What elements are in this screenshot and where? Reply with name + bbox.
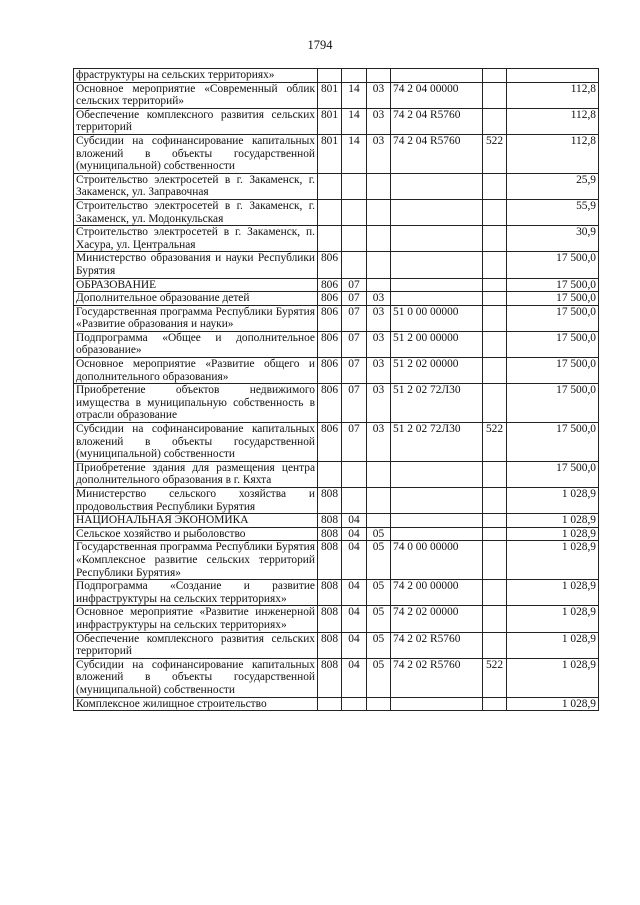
budget-table-body [74, 69, 599, 711]
table-row [74, 541, 599, 580]
row-amount: 30,9 [507, 226, 599, 252]
row-expense-type: 522 [483, 134, 507, 173]
row-subsection-code: 05 [367, 527, 391, 541]
row-section-code: 07 [342, 278, 367, 292]
row-subsection-code [367, 173, 391, 199]
row-section-code: 07 [342, 384, 367, 423]
row-name: Обеспечение комплексного развития сельских территорий [74, 108, 318, 134]
row-target-article [391, 173, 483, 199]
row-expense-type [483, 606, 507, 632]
row-target-article [391, 278, 483, 292]
row-amount: 1 028,9 [507, 658, 599, 697]
row-target-article: 74 2 04 00000 [391, 82, 483, 108]
row-name: Приобретение объектов недвижимого имущества в муниципальную собственность в отрасли образование [74, 384, 318, 423]
table-row [74, 134, 599, 173]
row-expense-type [483, 252, 507, 278]
row-target-article [391, 226, 483, 252]
row-section-code: 14 [342, 134, 367, 173]
row-subsection-code: 05 [367, 541, 391, 580]
row-target-article: 74 2 02 00000 [391, 606, 483, 632]
row-section-code: 04 [342, 527, 367, 541]
row-section-code: 14 [342, 82, 367, 108]
row-amount: 1 028,9 [507, 632, 599, 658]
table-row [74, 514, 599, 528]
row-subsection-code: 03 [367, 358, 391, 384]
row-name: Строительство электросетей в г. Закаменск, г. Закаменск, ул. Модонкульская [74, 199, 318, 225]
row-subsection-code: 05 [367, 606, 391, 632]
row-section-code [342, 226, 367, 252]
row-amount: 1 028,9 [507, 514, 599, 528]
row-ministry-code: 806 [318, 278, 342, 292]
row-expense-type [483, 580, 507, 606]
row-section-code: 07 [342, 423, 367, 462]
row-expense-type [483, 305, 507, 331]
row-name: Субсидии на софинансирование капитальных вложений в объекты государственной (муниципальной) собственности [74, 134, 318, 173]
row-target-article: 74 2 00 00000 [391, 580, 483, 606]
table-row [74, 292, 599, 306]
row-name: Министерство сельского хозяйства и продовольствия Республики Бурятия [74, 488, 318, 514]
row-name: Строительство электросетей в г. Закаменск, г. Закаменск, ул. Заправочная [74, 173, 318, 199]
row-name: Дополнительное образование детей [74, 292, 318, 306]
row-section-code: 04 [342, 658, 367, 697]
table-row [74, 173, 599, 199]
row-ministry-code [318, 697, 342, 711]
row-ministry-code: 808 [318, 541, 342, 580]
row-expense-type [483, 292, 507, 306]
row-subsection-code: 03 [367, 108, 391, 134]
row-ministry-code: 806 [318, 423, 342, 462]
row-name: Государственная программа Республики Бурятия «Развитие образования и науки» [74, 305, 318, 331]
row-section-code: 04 [342, 606, 367, 632]
table-row [74, 580, 599, 606]
table-row [74, 697, 599, 711]
row-target-article [391, 292, 483, 306]
table-row [74, 331, 599, 357]
row-ministry-code [318, 69, 342, 83]
table-row [74, 199, 599, 225]
budget-table [73, 68, 599, 711]
row-subsection-code [367, 252, 391, 278]
row-subsection-code [367, 199, 391, 225]
row-section-code [342, 252, 367, 278]
row-ministry-code [318, 173, 342, 199]
row-target-article: 51 2 02 72Л30 [391, 384, 483, 423]
row-section-code [342, 488, 367, 514]
row-ministry-code: 808 [318, 658, 342, 697]
row-section-code: 04 [342, 514, 367, 528]
row-amount: 112,8 [507, 82, 599, 108]
row-amount: 17 500,0 [507, 252, 599, 278]
row-ministry-code: 808 [318, 606, 342, 632]
table-row [74, 69, 599, 83]
row-expense-type [483, 514, 507, 528]
row-name: Сельское хозяйство и рыболовство [74, 527, 318, 541]
row-name: фраструктуры на сельских территориях» [74, 69, 318, 83]
row-expense-type [483, 461, 507, 487]
row-target-article: 74 2 02 R5760 [391, 658, 483, 697]
row-subsection-code [367, 69, 391, 83]
row-target-article: 74 2 02 R5760 [391, 632, 483, 658]
row-amount: 112,8 [507, 108, 599, 134]
row-subsection-code [367, 461, 391, 487]
row-section-code: 07 [342, 292, 367, 306]
row-target-article [391, 461, 483, 487]
row-name: Основное мероприятие «Развитие инженерной инфраструктуры на сельских территориях» [74, 606, 318, 632]
row-section-code [342, 173, 367, 199]
row-subsection-code: 03 [367, 331, 391, 357]
table-row [74, 252, 599, 278]
table-row [74, 305, 599, 331]
row-target-article: 51 0 00 00000 [391, 305, 483, 331]
table-row [74, 423, 599, 462]
row-ministry-code: 808 [318, 527, 342, 541]
row-name: Строительство электросетей в г. Закаменск, п. Хасура, ул. Центральная [74, 226, 318, 252]
row-name: Обеспечение комплексного развития сельских территорий [74, 632, 318, 658]
row-subsection-code [367, 488, 391, 514]
row-subsection-code: 03 [367, 82, 391, 108]
row-section-code [342, 199, 367, 225]
row-section-code: 04 [342, 580, 367, 606]
row-subsection-code [367, 514, 391, 528]
row-name: Комплексное жилищное строительство [74, 697, 318, 711]
row-subsection-code: 03 [367, 292, 391, 306]
table-row [74, 632, 599, 658]
row-name: Основное мероприятие «Современный облик сельских территорий» [74, 82, 318, 108]
row-name: Субсидии на софинансирование капитальных вложений в объекты государственной (муниципальной) собственности [74, 423, 318, 462]
row-subsection-code: 03 [367, 384, 391, 423]
row-amount: 17 500,0 [507, 423, 599, 462]
row-amount: 17 500,0 [507, 461, 599, 487]
row-ministry-code: 801 [318, 134, 342, 173]
row-ministry-code: 806 [318, 331, 342, 357]
row-section-code: 07 [342, 358, 367, 384]
row-target-article: 51 2 02 72Л30 [391, 423, 483, 462]
row-ministry-code: 806 [318, 384, 342, 423]
row-name: Субсидии на софинансирование капитальных вложений в объекты государственной (муниципальной) собственности [74, 658, 318, 697]
row-expense-type [483, 632, 507, 658]
row-ministry-code: 801 [318, 82, 342, 108]
row-target-article: 74 2 04 R5760 [391, 134, 483, 173]
row-section-code: 04 [342, 541, 367, 580]
table-row [74, 108, 599, 134]
row-target-article: 51 2 00 00000 [391, 331, 483, 357]
row-amount: 25,9 [507, 173, 599, 199]
table-row [74, 488, 599, 514]
row-amount: 17 500,0 [507, 384, 599, 423]
row-section-code [342, 69, 367, 83]
row-amount: 1 028,9 [507, 580, 599, 606]
row-amount: 17 500,0 [507, 278, 599, 292]
row-subsection-code: 05 [367, 632, 391, 658]
row-expense-type [483, 697, 507, 711]
row-target-article: 74 2 04 R5760 [391, 108, 483, 134]
row-target-article: 51 2 02 00000 [391, 358, 483, 384]
row-amount: 17 500,0 [507, 358, 599, 384]
row-target-article [391, 488, 483, 514]
row-expense-type [483, 488, 507, 514]
row-amount: 17 500,0 [507, 305, 599, 331]
row-section-code [342, 461, 367, 487]
row-target-article [391, 527, 483, 541]
row-expense-type: 522 [483, 658, 507, 697]
row-target-article [391, 514, 483, 528]
row-expense-type [483, 527, 507, 541]
page-number: 1794 [307, 38, 333, 52]
row-ministry-code: 806 [318, 292, 342, 306]
row-name: Подпрограмма «Общее и дополнительное образование» [74, 331, 318, 357]
row-target-article [391, 697, 483, 711]
row-name: Приобретение здания для размещения центра дополнительного образования в г. Кяхта [74, 461, 318, 487]
row-expense-type [483, 384, 507, 423]
row-target-article [391, 252, 483, 278]
row-ministry-code [318, 226, 342, 252]
row-name: Основное мероприятие «Развитие общего и дополнительного образования» [74, 358, 318, 384]
row-expense-type [483, 82, 507, 108]
table-row [74, 527, 599, 541]
row-section-code [342, 697, 367, 711]
row-subsection-code: 03 [367, 134, 391, 173]
row-amount: 1 028,9 [507, 527, 599, 541]
row-section-code: 04 [342, 632, 367, 658]
row-amount: 17 500,0 [507, 292, 599, 306]
table-row [74, 226, 599, 252]
row-amount: 1 028,9 [507, 606, 599, 632]
row-name: Министерство образования и науки Республики Бурятия [74, 252, 318, 278]
row-ministry-code: 806 [318, 252, 342, 278]
row-name: Государственная программа Республики Бурятия «Комплексное развитие сельских территорий Республики Бурятия» [74, 541, 318, 580]
row-amount: 1 028,9 [507, 488, 599, 514]
table-row [74, 278, 599, 292]
row-amount [507, 69, 599, 83]
row-section-code: 14 [342, 108, 367, 134]
row-expense-type [483, 108, 507, 134]
row-ministry-code: 808 [318, 488, 342, 514]
table-row [74, 606, 599, 632]
row-expense-type [483, 358, 507, 384]
row-amount: 17 500,0 [507, 331, 599, 357]
row-name: Подпрограмма «Создание и развитие инфраструктуры на сельских территориях» [74, 580, 318, 606]
row-ministry-code: 801 [318, 108, 342, 134]
row-expense-type [483, 173, 507, 199]
row-expense-type [483, 226, 507, 252]
row-ministry-code: 806 [318, 358, 342, 384]
row-ministry-code: 808 [318, 580, 342, 606]
row-section-code: 07 [342, 331, 367, 357]
row-expense-type [483, 331, 507, 357]
row-subsection-code [367, 697, 391, 711]
row-section-code: 07 [342, 305, 367, 331]
row-name: НАЦИОНАЛЬНАЯ ЭКОНОМИКА [74, 514, 318, 528]
row-expense-type [483, 541, 507, 580]
table-row [74, 384, 599, 423]
row-target-article [391, 199, 483, 225]
row-target-article [391, 69, 483, 83]
row-subsection-code [367, 226, 391, 252]
table-row [74, 658, 599, 697]
row-expense-type [483, 199, 507, 225]
row-amount: 112,8 [507, 134, 599, 173]
row-expense-type [483, 69, 507, 83]
row-ministry-code [318, 199, 342, 225]
row-ministry-code: 808 [318, 514, 342, 528]
row-target-article: 74 0 00 00000 [391, 541, 483, 580]
row-amount: 55,9 [507, 199, 599, 225]
row-ministry-code: 806 [318, 305, 342, 331]
row-ministry-code [318, 461, 342, 487]
row-subsection-code: 05 [367, 658, 391, 697]
table-row [74, 461, 599, 487]
row-expense-type: 522 [483, 423, 507, 462]
row-subsection-code [367, 278, 391, 292]
row-amount: 1 028,9 [507, 541, 599, 580]
row-amount: 1 028,9 [507, 697, 599, 711]
table-row [74, 82, 599, 108]
row-subsection-code: 03 [367, 305, 391, 331]
row-name: ОБРАЗОВАНИЕ [74, 278, 318, 292]
row-ministry-code: 808 [318, 632, 342, 658]
row-subsection-code: 05 [367, 580, 391, 606]
row-subsection-code: 03 [367, 423, 391, 462]
row-expense-type [483, 278, 507, 292]
table-row [74, 358, 599, 384]
